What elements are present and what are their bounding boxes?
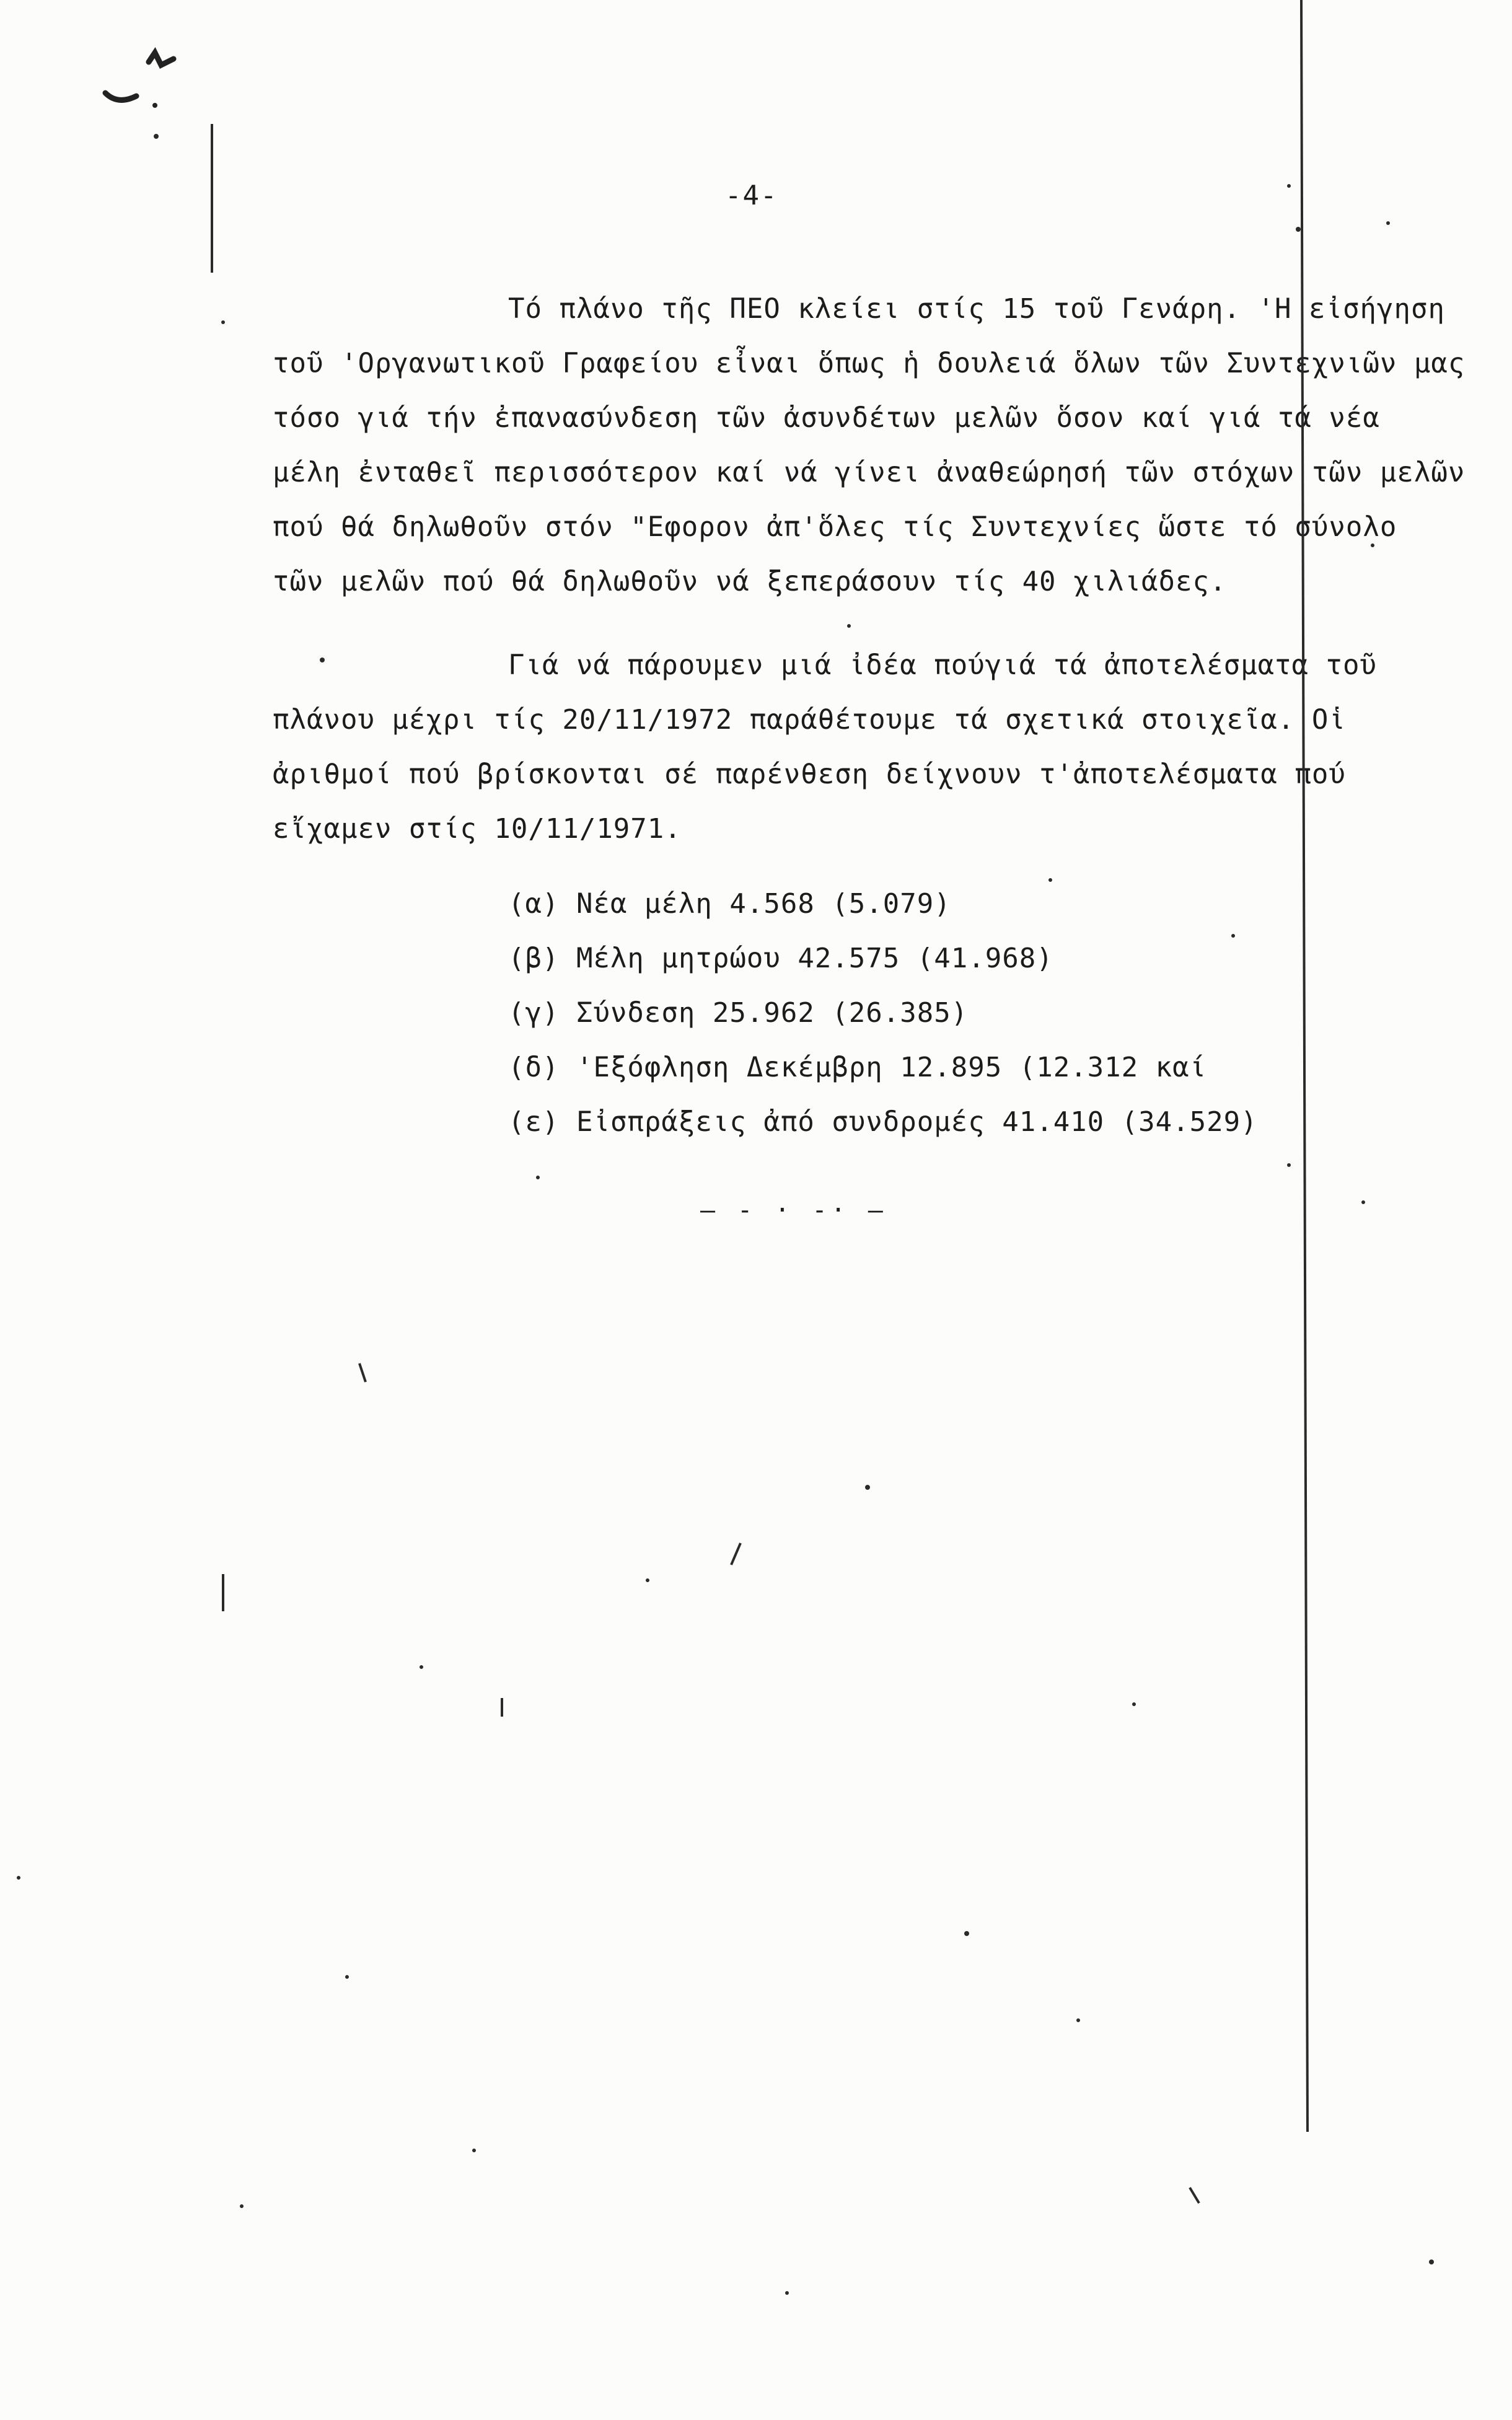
text-line: πού θά δηλωθοῦν στόν "Εφορον ἀπ'ὅλες τίς Συντεχνίες ὥστε τό σύνολο — [273, 511, 1397, 543]
list-item: (γ) Σύνδεση 25.962 (26.385) — [508, 997, 969, 1029]
text-line: μέλη ἐνταθεῖ περισσότερον καί νά γίνει ἀναθεώρησή τῶν στόχων τῶν μελῶν — [273, 457, 1466, 488]
text-line: τοῦ 'Οργανωτικοῦ Γραφείου εἶναι ὅπως ἡ δουλειά ὅλων τῶν Συντεχνιῶν μας — [273, 348, 1466, 379]
text-line: Τό πλάνο τῆς ΠΕΟ κλείει στίς 15 τοῦ Γενάρη. 'Η εἰσήγηση — [508, 293, 1445, 325]
dash-separator: — - · -· — — [700, 1196, 887, 1225]
text-line: Γιά νά πάρουμεν μιά ἰδέα πούγιά τά ἀποτελέσματα τοῦ — [508, 649, 1378, 681]
list-item: (δ) 'Εξόφληση Δεκέμβρη 12.895 (12.312 καί — [508, 1052, 1207, 1083]
text-line: ἀριθμοί πού βρίσκονται σέ παρένθεση δείχνουν τ'ἀποτελέσματα πού — [273, 759, 1346, 790]
page-number: -4- — [725, 180, 778, 211]
list-item: (β) Μέλη μητρώου 42.575 (41.968) — [508, 943, 1053, 974]
text-line: εἴχαμεν στίς 10/11/1971. — [273, 813, 682, 845]
text-line: πλάνου μέχρι τίς 20/11/1972 παράθέτουμε τά σχετικά στοιχεῖα. Οἱ — [273, 704, 1346, 736]
list-item: (α) Νέα μέλη 4.568 (5.079) — [508, 888, 951, 920]
text-line: τόσο γιά τήν ἐπανασύνδεση τῶν ἀσυνδέτων μελῶν ὅσον καί γιά τά νέα — [273, 402, 1380, 434]
list-item: (ε) Εἰσπράξεις ἀπό συνδρομές 41.410 (34.529) — [508, 1106, 1258, 1138]
text-line: τῶν μελῶν πού θά δηλωθοῦν νά ξεπεράσουν τίς 40 χιλιάδες. — [273, 566, 1227, 597]
